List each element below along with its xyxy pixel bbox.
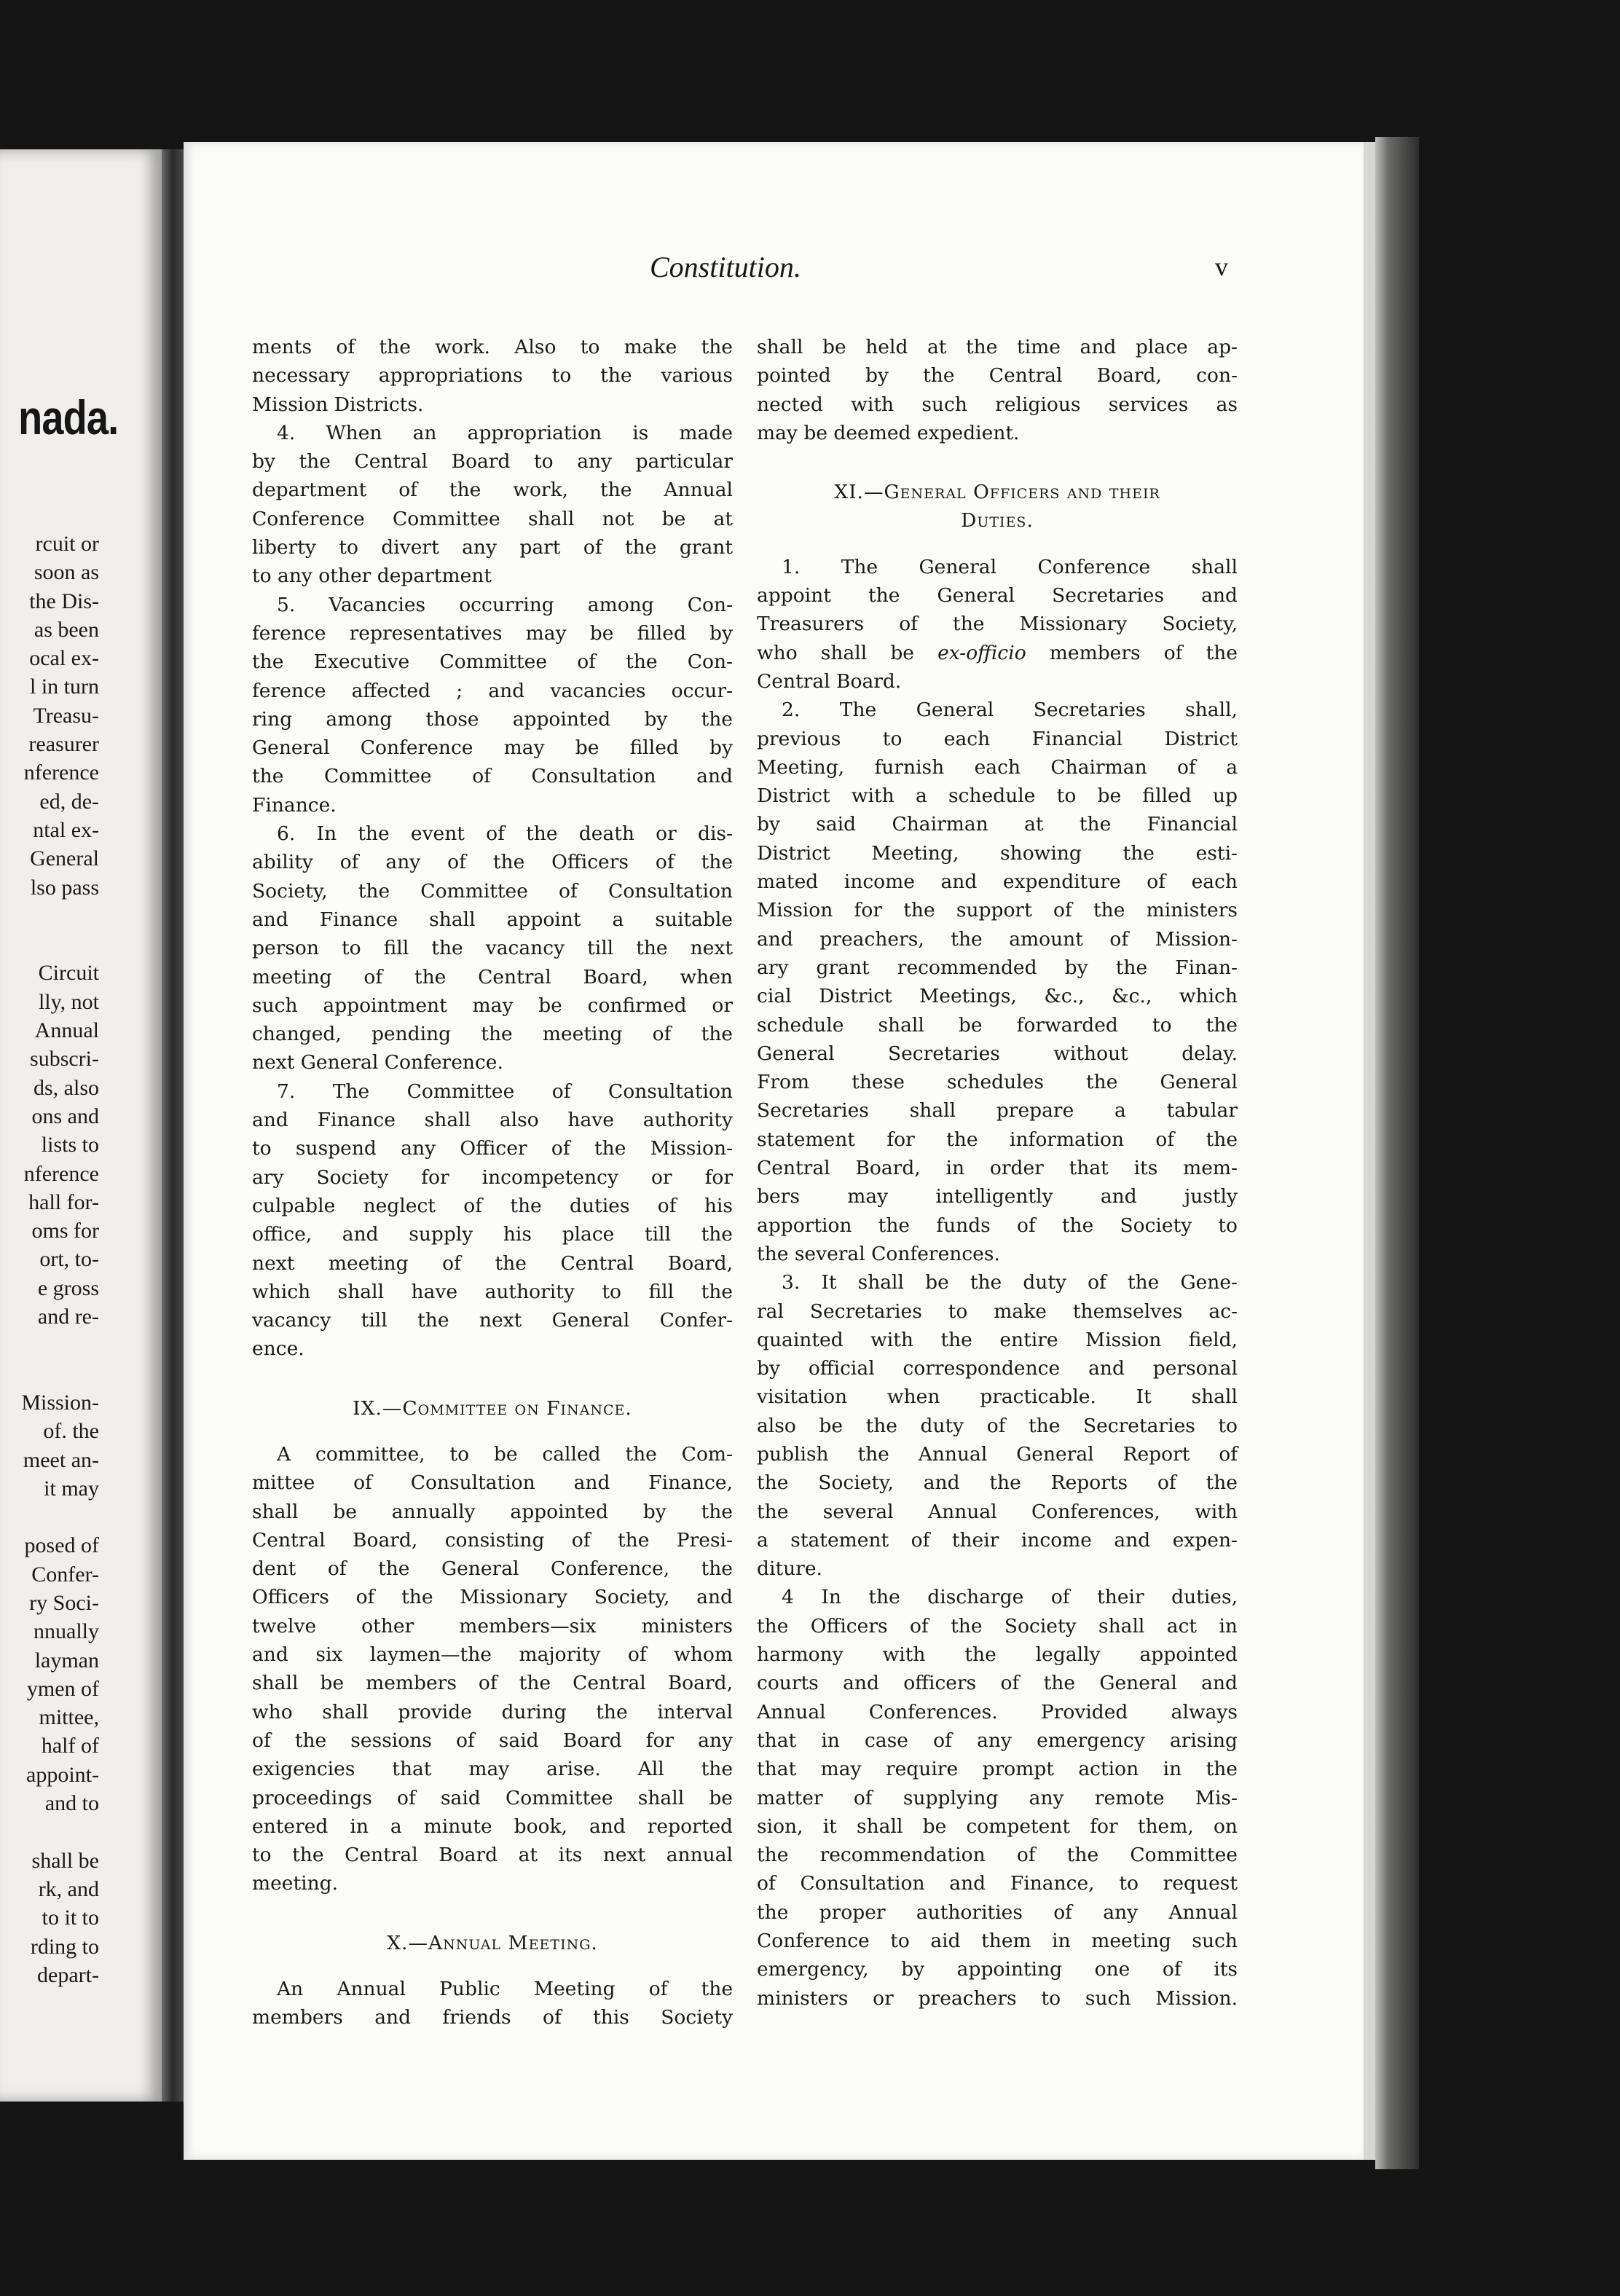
text-line: pointed by the Central Board, con- bbox=[757, 364, 1238, 388]
book-page bbox=[184, 142, 1375, 2160]
text-line: Central Board, in order that its mem- bbox=[757, 1157, 1238, 1180]
text-line: Secretaries shall prepare a tabular bbox=[757, 1099, 1238, 1123]
left-page-line: and to bbox=[44, 1791, 99, 1816]
text-line: General Conference may be filled by bbox=[252, 736, 733, 760]
section-spacer bbox=[757, 535, 1238, 553]
text-line: who shall be ex-officio members of the bbox=[757, 641, 1238, 664]
text-line: and preachers, the amount of Mission- bbox=[757, 927, 1238, 951]
running-head: Constitution. bbox=[650, 251, 801, 283]
text-line: next meeting of the Central Board, bbox=[252, 1251, 733, 1275]
text-line: sion, it shall be competent for them, on bbox=[757, 1815, 1238, 1838]
section-spacer bbox=[252, 1423, 733, 1440]
left-page-line: ort, to- bbox=[39, 1247, 99, 1272]
text-line: Meeting, furnish each Chairman of a bbox=[757, 755, 1238, 779]
left-page-line: ntal ex- bbox=[33, 817, 99, 842]
text-line: nected with such religious services as bbox=[757, 393, 1238, 416]
text-line: by official correspondence and personal bbox=[757, 1357, 1238, 1380]
text-line: such appointment may be confirmed or bbox=[252, 994, 733, 1017]
text-line: 4 In the discharge of their duties, bbox=[782, 1586, 1238, 1609]
left-page-line: posed of bbox=[24, 1533, 99, 1558]
text-line: apportion the funds of the Society to bbox=[757, 1214, 1238, 1237]
text-line: ence. bbox=[252, 1337, 304, 1361]
left-page-line: l in turn bbox=[30, 675, 99, 699]
text-line: mittee of Consultation and Finance, bbox=[252, 1471, 733, 1495]
page-number: v bbox=[1215, 252, 1228, 281]
left-page-line: meet an- bbox=[23, 1447, 99, 1472]
left-page-line: Confer- bbox=[31, 1562, 99, 1587]
left-page-line: ds, also bbox=[34, 1075, 99, 1100]
left-page-line: rcuit or bbox=[35, 532, 99, 556]
text-line: 2. The General Secretaries shall, bbox=[782, 699, 1238, 722]
text-line: which shall have authority to fill the bbox=[252, 1280, 733, 1303]
text-line: the several Conferences. bbox=[757, 1242, 1000, 1265]
left-page-line: reasurer bbox=[28, 732, 99, 757]
text-line: bers may intelligently and justly bbox=[757, 1185, 1238, 1208]
text-line: emergency, by appointing one of its bbox=[757, 1958, 1238, 1981]
left-page-line bbox=[0, 902, 99, 930]
left-page-line: hall for- bbox=[28, 1190, 99, 1214]
text-line: department of the work, the Annual bbox=[252, 479, 733, 502]
text-line: Mission Districts. bbox=[252, 393, 424, 416]
left-page-line: the Dis- bbox=[29, 589, 99, 613]
text-line: entered in a minute book, and reported bbox=[252, 1815, 733, 1838]
text-line: shall be held at the time and place ap- bbox=[757, 336, 1238, 358]
page-stack-edge bbox=[1375, 137, 1419, 2169]
text-line: who shall provide during the interval bbox=[252, 1700, 733, 1723]
text-line: shall be annually appointed by the bbox=[252, 1500, 733, 1523]
text-line: District with a schedule to be filled up bbox=[757, 785, 1238, 808]
text-line: courts and officers of the General and bbox=[757, 1672, 1238, 1695]
left-page-line: of. the bbox=[43, 1419, 99, 1444]
text-line: ministers or preachers to such Mission. bbox=[757, 1986, 1238, 2010]
text-line: ary Society for incompetency or for bbox=[252, 1165, 733, 1189]
text-line: the Committee of Consultation and bbox=[252, 765, 733, 788]
text-line: Mission for the support of the ministers bbox=[757, 899, 1238, 922]
text-line: Society, the Committee of Consultation bbox=[252, 879, 733, 903]
text-line: From these schedules the General bbox=[757, 1071, 1238, 1094]
left-page-line: and re- bbox=[37, 1305, 99, 1329]
section-spacer bbox=[252, 1957, 733, 1975]
text-line: by said Chairman at the Financial bbox=[757, 813, 1238, 836]
text-line: changed, pending the meeting of the bbox=[252, 1023, 733, 1046]
section-spacer bbox=[252, 1898, 733, 1929]
left-page-line: lso pass bbox=[30, 875, 99, 900]
section-heading: Duties. bbox=[961, 509, 1034, 532]
text-line: also be the duty of the Secretaries to bbox=[757, 1414, 1238, 1437]
text-line: members and friends of this Society bbox=[252, 2006, 733, 2029]
text-line: the proper authorities of any Annual bbox=[757, 1900, 1238, 1924]
text-line: ference affected ; and vacancies occur- bbox=[252, 679, 733, 702]
left-page-line: it may bbox=[44, 1476, 99, 1501]
left-page-line bbox=[0, 1331, 99, 1359]
text-line: ral Secretaries to make themselves ac- bbox=[757, 1300, 1238, 1323]
text-line: proceedings of said Committee shall be bbox=[252, 1786, 733, 1809]
text-line: liberty to divert any part of the grant bbox=[252, 536, 733, 559]
left-page-line bbox=[0, 1817, 99, 1846]
text-line: A committee, to be called the Com- bbox=[277, 1442, 733, 1466]
text-line: General Secretaries without delay. bbox=[757, 1042, 1238, 1065]
text-line: twelve other members—six ministers bbox=[252, 1614, 733, 1638]
left-page-line: shall be bbox=[31, 1848, 99, 1873]
text-line: statement for the information of the bbox=[757, 1128, 1238, 1151]
text-line: mated income and expenditure of each bbox=[757, 870, 1238, 894]
text-line: quainted with the entire Mission field, bbox=[757, 1328, 1238, 1351]
text-line: visitation when practicable. It shall bbox=[757, 1385, 1238, 1409]
left-page-line: depart- bbox=[37, 1962, 99, 1987]
left-page-line: e gross bbox=[37, 1275, 99, 1300]
left-page-line: General bbox=[30, 846, 99, 871]
text-line: cial District Meetings, &c., &c., which bbox=[757, 985, 1238, 1008]
text-line: 1. The General Conference shall bbox=[782, 555, 1238, 578]
left-page-line: ymen of bbox=[26, 1676, 99, 1701]
left-page-line: rk, and bbox=[38, 1876, 99, 1901]
text-line: the Society, and the Reports of the bbox=[757, 1471, 1238, 1495]
text-line: 6. In the event of the death or dis- bbox=[277, 822, 733, 846]
left-page-line bbox=[0, 930, 99, 959]
text-line: to the Central Board at its next annual bbox=[252, 1844, 733, 1867]
left-page-line: ry Soci- bbox=[29, 1590, 99, 1615]
left-page-line: appoint- bbox=[26, 1762, 99, 1787]
text-line: the recommendation of the Committee bbox=[757, 1844, 1238, 1867]
text-line: the several Annual Conferences, with bbox=[757, 1500, 1238, 1523]
text-line: vacancy till the next General Confer- bbox=[252, 1309, 733, 1332]
text-line: and Finance shall also have authority bbox=[252, 1109, 733, 1132]
left-page-line: nference bbox=[23, 760, 99, 785]
text-line: An Annual Public Meeting of the bbox=[277, 1978, 733, 2001]
text-line: appoint the General Secretaries and bbox=[757, 584, 1238, 608]
text-line: of the sessions of said Board for any bbox=[252, 1729, 733, 1752]
left-facing-page bbox=[0, 149, 162, 2102]
text-line: Central Board. bbox=[757, 669, 902, 693]
text-line: Central Board, consisting of the Presi- bbox=[252, 1528, 733, 1552]
text-line: necessary appropriations to the various bbox=[252, 364, 733, 388]
left-page-line: Circuit bbox=[38, 961, 99, 986]
text-line: shall be members of the Central Board, bbox=[252, 1672, 733, 1695]
text-line: 7. The Committee of Consultation bbox=[277, 1080, 733, 1103]
text-line: of Consultation and Finance, to request bbox=[757, 1872, 1238, 1895]
left-page-line: ons and bbox=[31, 1104, 99, 1128]
left-page-line: Treasu- bbox=[33, 703, 99, 728]
text-line: exigencies that may arise. All the bbox=[252, 1758, 733, 1781]
left-text-column bbox=[252, 333, 733, 2032]
text-line: meeting. bbox=[252, 1872, 339, 1895]
left-page-line: ed, de- bbox=[39, 789, 99, 814]
section-heading: X.—Annual Meeting. bbox=[387, 1931, 598, 1954]
text-line: Treasurers of the Missionary Society, bbox=[757, 613, 1238, 636]
text-line: ring among those appointed by the bbox=[252, 707, 733, 731]
text-line: culpable neglect of the duties of his bbox=[252, 1194, 733, 1217]
text-line: the Officers of the Society shall act in bbox=[757, 1614, 1238, 1638]
left-page-text bbox=[0, 530, 99, 1989]
left-page-line: lists to bbox=[41, 1133, 99, 1157]
text-line: harmony with the legally appointed bbox=[757, 1643, 1238, 1667]
text-line: dent of the General Conference, the bbox=[252, 1557, 733, 1581]
left-page-line: subscri- bbox=[30, 1047, 99, 1072]
section-heading: XI.—General Officers and their bbox=[834, 481, 1160, 504]
text-line: Officers of the Missionary Society, and bbox=[252, 1586, 733, 1609]
left-page-line: as been bbox=[34, 617, 99, 642]
text-line: the Executive Committee of the Con- bbox=[252, 650, 733, 674]
text-line: ability of any of the Officers of the bbox=[252, 851, 733, 874]
left-page-line: layman bbox=[34, 1648, 99, 1672]
text-line: matter of supplying any remote Mis- bbox=[757, 1786, 1238, 1809]
left-page-line: Annual bbox=[34, 1018, 99, 1043]
text-line: to any other department bbox=[252, 565, 492, 588]
text-line: that may require prompt action in the bbox=[757, 1758, 1238, 1781]
left-page-line: nnually bbox=[34, 1619, 99, 1644]
left-page-line: nference bbox=[23, 1161, 99, 1186]
text-line: Conference Committee shall not be at bbox=[252, 507, 733, 530]
section-heading: IX.—Committee on Finance. bbox=[353, 1396, 632, 1420]
text-line: 5. Vacancies occurring among Con- bbox=[277, 593, 733, 616]
left-page-heading: nada. bbox=[17, 390, 118, 444]
text-line: 4. When an appropriation is made bbox=[277, 421, 733, 444]
left-page-line: to it to bbox=[42, 1906, 99, 1930]
text-line: schedule shall be forwarded to the bbox=[757, 1013, 1238, 1037]
text-line: and six laymen—the majority of whom bbox=[252, 1643, 733, 1667]
text-line: Conference to aid them in meeting such bbox=[757, 1930, 1238, 1953]
text-line: person to fill the vacancy till the next bbox=[252, 937, 733, 960]
text-line: a statement of their income and expen- bbox=[757, 1528, 1238, 1552]
left-page-line: soon as bbox=[34, 560, 99, 585]
left-page-line bbox=[0, 1503, 99, 1531]
text-line: and Finance shall appoint a suitable bbox=[252, 908, 733, 931]
right-text-column bbox=[757, 333, 1238, 2013]
text-line: previous to each Financial District bbox=[757, 727, 1238, 750]
text-line: ference representatives may be filled by bbox=[252, 621, 733, 645]
text-line: 3. It shall be the duty of the Gene- bbox=[782, 1271, 1238, 1294]
text-line: meeting of the Central Board, when bbox=[252, 965, 733, 988]
text-line: diture. bbox=[757, 1557, 822, 1581]
text-line: Finance. bbox=[252, 793, 337, 817]
text-line: by the Central Board to any particular bbox=[252, 450, 733, 473]
text-line: Annual Conferences. Provided always bbox=[757, 1700, 1238, 1723]
text-line: publish the Annual General Report of bbox=[757, 1442, 1238, 1466]
section-spacer bbox=[252, 1364, 733, 1394]
text-line: ments of the work. Also to make the bbox=[252, 336, 733, 358]
left-page-line: half of bbox=[41, 1734, 99, 1758]
text-line: that in case of any emergency arising bbox=[757, 1729, 1238, 1752]
text-line: next General Conference. bbox=[252, 1051, 503, 1074]
text-line: may be deemed expedient. bbox=[757, 421, 1020, 444]
left-page-line: Mission- bbox=[21, 1390, 99, 1415]
section-spacer bbox=[757, 447, 1238, 478]
text-line: District Meeting, showing the esti- bbox=[757, 841, 1238, 865]
text-line: ary grant recommended by the Finan- bbox=[757, 956, 1238, 979]
left-page-line: ocal ex- bbox=[29, 646, 99, 671]
book-gutter bbox=[162, 149, 184, 2102]
text-line: to suspend any Officer of the Mission- bbox=[252, 1137, 733, 1160]
italic-term: ex-officio bbox=[937, 641, 1026, 664]
left-page-line: mittee, bbox=[39, 1705, 99, 1730]
left-page-line: rding to bbox=[30, 1934, 99, 1959]
left-page-line bbox=[0, 1360, 99, 1388]
text-line: office, and supply his place till the bbox=[252, 1223, 733, 1246]
left-page-line: oms for bbox=[31, 1219, 99, 1243]
left-page-line: lly, not bbox=[38, 989, 99, 1014]
